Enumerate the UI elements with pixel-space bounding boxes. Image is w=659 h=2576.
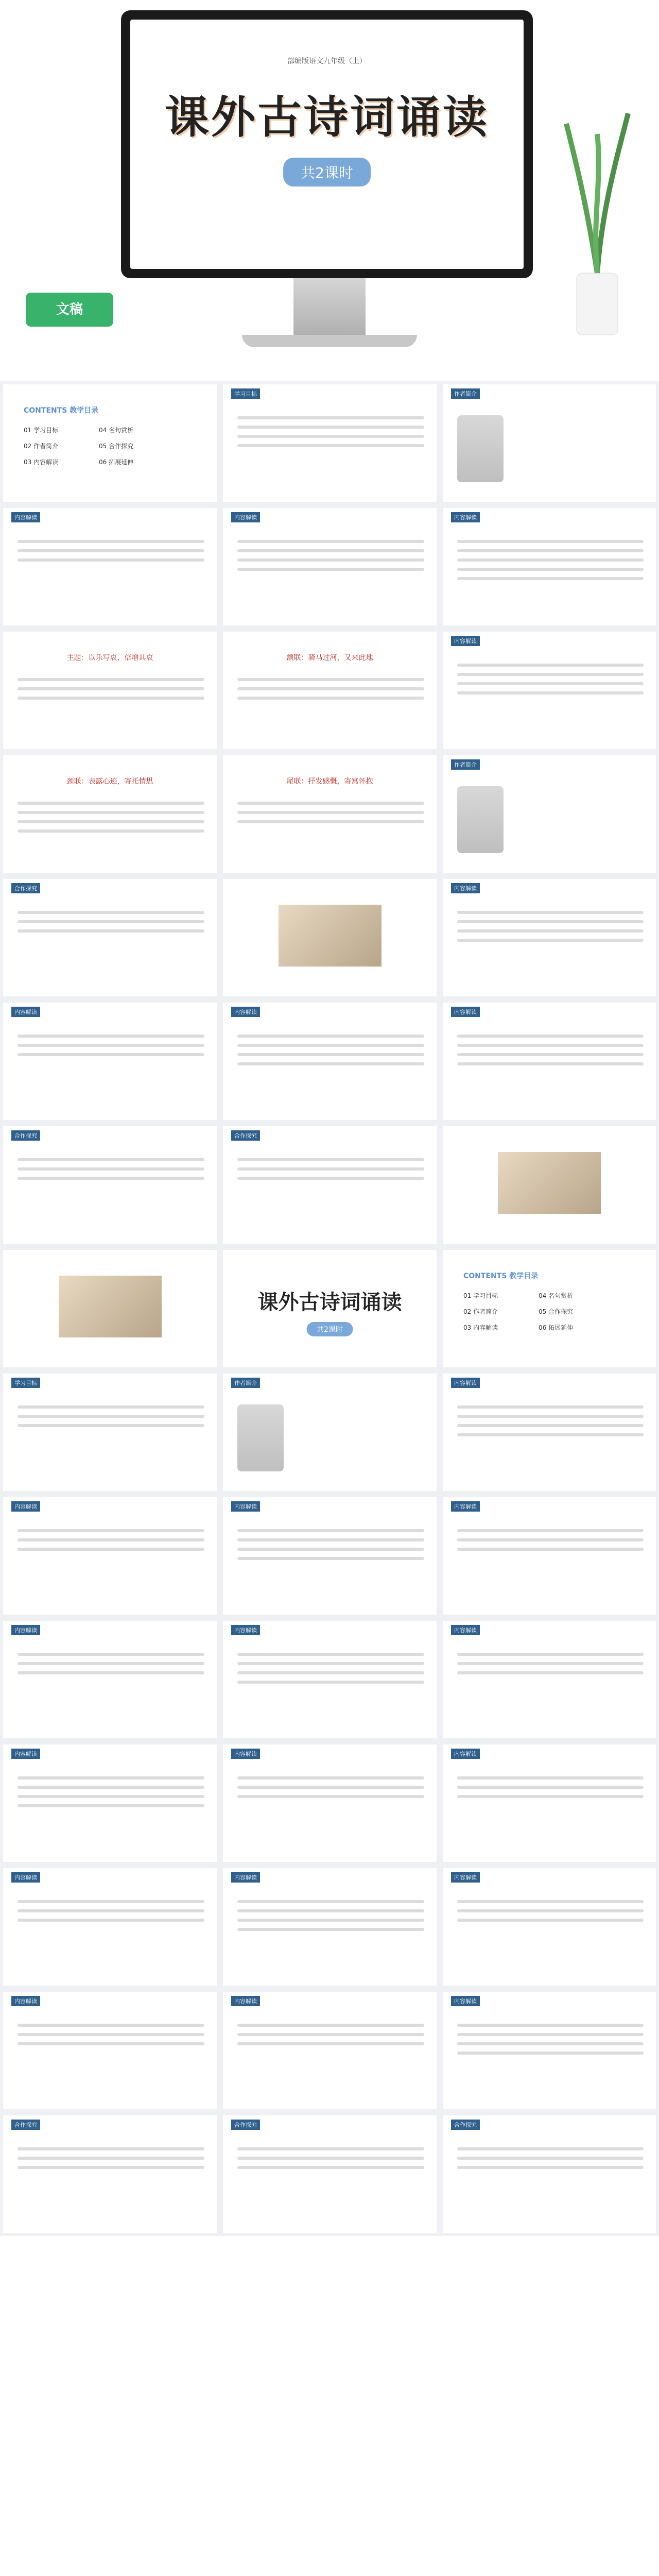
text-block xyxy=(457,2024,644,2061)
toc-item: 02 作者简介 xyxy=(463,1308,498,1315)
slide-toc[interactable] xyxy=(0,381,220,505)
slide-tag: 内容解读 xyxy=(231,1007,260,1017)
text-block xyxy=(457,540,644,586)
text-block xyxy=(457,1035,644,1072)
toc-item: 06 拓展延伸 xyxy=(539,1324,574,1331)
text-block xyxy=(457,1529,644,1557)
slide-content-11[interactable] xyxy=(440,1494,659,1618)
text-block xyxy=(237,2024,424,2052)
text-block xyxy=(237,1653,424,1690)
slide-tag: 内容解读 xyxy=(451,512,480,522)
slide-content-7[interactable] xyxy=(440,999,659,1123)
slide-content-17[interactable] xyxy=(440,1741,659,1865)
toc-item: 04 名句赏析 xyxy=(539,1292,574,1299)
slide-content-22[interactable] xyxy=(220,1989,440,2112)
slide-content-10[interactable] xyxy=(220,1494,440,1618)
slide-tag: 内容解读 xyxy=(451,1378,480,1388)
slide-content-5[interactable] xyxy=(0,999,220,1123)
text-block xyxy=(237,1776,424,1804)
text-block xyxy=(237,678,424,706)
slide-author-2[interactable] xyxy=(440,752,659,876)
text-block xyxy=(18,802,204,839)
slide-tag: 内容解读 xyxy=(451,883,480,893)
text-block xyxy=(18,2147,204,2175)
toc-item: 01 学习目标 xyxy=(24,427,59,434)
slide-tag: 内容解读 xyxy=(11,1501,40,1512)
text-block xyxy=(18,678,204,706)
text-block xyxy=(457,1653,644,1681)
slide-tag: 合作探究 xyxy=(11,883,40,893)
brand-logo: 文稿 xyxy=(26,293,113,327)
slide-content-21[interactable] xyxy=(0,1989,220,2112)
slide-content-15[interactable] xyxy=(0,1741,220,1865)
slide-tag: 内容解读 xyxy=(451,1872,480,1883)
toc-title: CONTENTS 教学目录 xyxy=(24,406,99,415)
text-block xyxy=(237,2147,424,2175)
lesson-count-pill: 共2课时 xyxy=(306,1322,353,1336)
slide-author-3[interactable] xyxy=(220,1370,440,1494)
slide-quote[interactable] xyxy=(0,629,220,752)
slide-tag: 学习目标 xyxy=(11,1378,40,1388)
landscape-painting xyxy=(279,905,381,967)
slide-tag: 内容解读 xyxy=(451,1007,480,1017)
slide-content-12[interactable] xyxy=(0,1618,220,1741)
slide-tag: 内容解读 xyxy=(451,1996,480,2006)
text-block xyxy=(237,802,424,829)
slide-quote-text: 尾联：抒发感慨，寄寓怀抱 xyxy=(286,777,373,786)
slide-content[interactable] xyxy=(0,505,220,629)
slide-quote[interactable] xyxy=(220,629,440,752)
toc-item: 04 名句赏析 xyxy=(99,427,134,434)
slide-grid xyxy=(0,381,659,2236)
slide-tag: 内容解读 xyxy=(11,1872,40,1883)
slide-tag: 合作探究 xyxy=(451,2120,480,2130)
text-block xyxy=(457,911,644,948)
slide-content-20[interactable] xyxy=(440,1865,659,1989)
slide-tag: 内容解读 xyxy=(11,512,40,522)
toc-item: 01 学习目标 xyxy=(463,1292,498,1299)
slide-toc-2[interactable] xyxy=(440,1247,659,1370)
slide-content-3[interactable] xyxy=(440,629,659,752)
plant-icon xyxy=(556,103,638,340)
slide-painting-2[interactable] xyxy=(440,1123,659,1247)
monitor-stand xyxy=(293,278,366,335)
text-block xyxy=(18,1653,204,1681)
landscape-painting xyxy=(59,1276,162,1337)
slide-tag: 作者简介 xyxy=(451,388,480,399)
toc-item: 06 拓展延伸 xyxy=(99,459,134,466)
slide-content-8[interactable] xyxy=(440,1370,659,1494)
slide-content-2[interactable] xyxy=(440,505,659,629)
text-block xyxy=(18,1035,204,1062)
toc-item: 05 合作探究 xyxy=(539,1308,574,1315)
text-block xyxy=(18,1776,204,1814)
cover-title: 课外古诗词诵读 xyxy=(165,91,489,143)
slide-study-goal-2[interactable] xyxy=(0,1370,220,1494)
slide-tag: 内容解读 xyxy=(451,1749,480,1759)
slide-tag: 内容解读 xyxy=(451,636,480,646)
slide-tag: 内容解读 xyxy=(11,1749,40,1759)
toc-item: 02 作者简介 xyxy=(24,443,59,450)
slide-tag: 内容解读 xyxy=(451,1501,480,1512)
toc-item: 05 合作探究 xyxy=(99,443,134,450)
toc-list xyxy=(24,426,168,473)
slide-tag: 内容解读 xyxy=(11,1007,40,1017)
slide-tag: 内容解读 xyxy=(11,1996,40,2006)
slide-explore-2[interactable] xyxy=(0,1123,220,1247)
text-block xyxy=(18,911,204,939)
toc-item: 03 内容解读 xyxy=(463,1324,498,1331)
text-block xyxy=(18,1529,204,1557)
slide-quote-text: 颈联：表露心迹，寄托情思 xyxy=(66,777,153,786)
author-portrait xyxy=(457,786,504,853)
toc-item: 03 内容解读 xyxy=(24,459,59,466)
text-block xyxy=(237,1035,424,1072)
text-block xyxy=(18,540,204,568)
text-block xyxy=(457,1776,644,1804)
slide-author[interactable] xyxy=(440,381,659,505)
slide-poem[interactable] xyxy=(220,505,440,629)
text-block xyxy=(237,1158,424,1186)
slide-tag: 合作探究 xyxy=(231,2120,260,2130)
monitor-base xyxy=(242,335,417,347)
slide-content-16[interactable] xyxy=(220,1741,440,1865)
slide-cover-2[interactable] xyxy=(220,1247,440,1370)
text-block xyxy=(237,540,424,577)
slide-quote-text: 主题：以乐写哀，倍增其哀 xyxy=(66,654,153,662)
slide-tag: 内容解读 xyxy=(231,1501,260,1512)
slide-tag: 合作探究 xyxy=(11,2120,40,2130)
lesson-count-pill: 共2课时 xyxy=(283,158,371,187)
slide-tag: 内容解读 xyxy=(231,512,260,522)
landscape-painting xyxy=(498,1152,601,1214)
toc-title: CONTENTS 教学目录 xyxy=(463,1272,539,1280)
slide-explore-6[interactable] xyxy=(440,2112,659,2236)
slide-explore-3[interactable] xyxy=(220,1123,440,1247)
slide-tag: 内容解读 xyxy=(231,1996,260,2006)
slide-quote[interactable] xyxy=(0,752,220,876)
slide-tag: 合作探究 xyxy=(11,1130,40,1141)
slide-tag: 内容解读 xyxy=(231,1872,260,1883)
text-block xyxy=(237,416,424,453)
slide-content-13[interactable] xyxy=(220,1618,440,1741)
slide-painting-3[interactable] xyxy=(0,1247,220,1370)
author-portrait xyxy=(237,1404,284,1471)
slide-tag: 内容解读 xyxy=(231,1749,260,1759)
text-block xyxy=(18,1405,204,1433)
text-block xyxy=(18,2024,204,2052)
cover-title: 课外古诗词诵读 xyxy=(257,1290,402,1314)
text-block xyxy=(457,664,644,701)
toc-list xyxy=(463,1291,608,1339)
slide-content-14[interactable] xyxy=(440,1618,659,1741)
hero-section xyxy=(0,0,659,381)
slide-content-6[interactable] xyxy=(220,999,440,1123)
slide-content-4[interactable] xyxy=(440,876,659,999)
text-block xyxy=(457,1405,644,1443)
slide-quote-text: 颔联：骑马过河，又来此地 xyxy=(286,654,373,662)
slide-tag: 内容解读 xyxy=(451,1625,480,1635)
text-block xyxy=(237,1529,424,1566)
slide-explore-5[interactable] xyxy=(220,2112,440,2236)
slide-content-23[interactable] xyxy=(440,1989,659,2112)
text-block xyxy=(18,1158,204,1186)
slide-explore-4[interactable] xyxy=(0,2112,220,2236)
slide-content-19[interactable] xyxy=(220,1865,440,1989)
slide-content-9[interactable] xyxy=(0,1494,220,1618)
slide-painting[interactable] xyxy=(220,876,440,999)
monitor-frame xyxy=(121,10,533,278)
monitor-screen xyxy=(130,20,524,269)
text-block xyxy=(18,1900,204,1928)
slide-tag: 合作探究 xyxy=(231,1130,260,1141)
slide-study-goal[interactable] xyxy=(220,381,440,505)
author-portrait xyxy=(457,415,504,482)
slide-tag: 作者简介 xyxy=(231,1378,260,1388)
text-block xyxy=(457,1900,644,1928)
cover-subtitle: 部编版语文九年级（上） xyxy=(287,57,367,65)
slide-content-18[interactable] xyxy=(0,1865,220,1989)
slide-tag: 内容解读 xyxy=(11,1625,40,1635)
text-block xyxy=(457,2147,644,2175)
slide-tag: 内容解读 xyxy=(231,1625,260,1635)
slide-quote[interactable] xyxy=(220,752,440,876)
text-block xyxy=(237,1900,424,1937)
slide-tag: 学习目标 xyxy=(231,388,260,399)
slide-tag: 作者简介 xyxy=(451,759,480,770)
slide-explore[interactable] xyxy=(0,876,220,999)
